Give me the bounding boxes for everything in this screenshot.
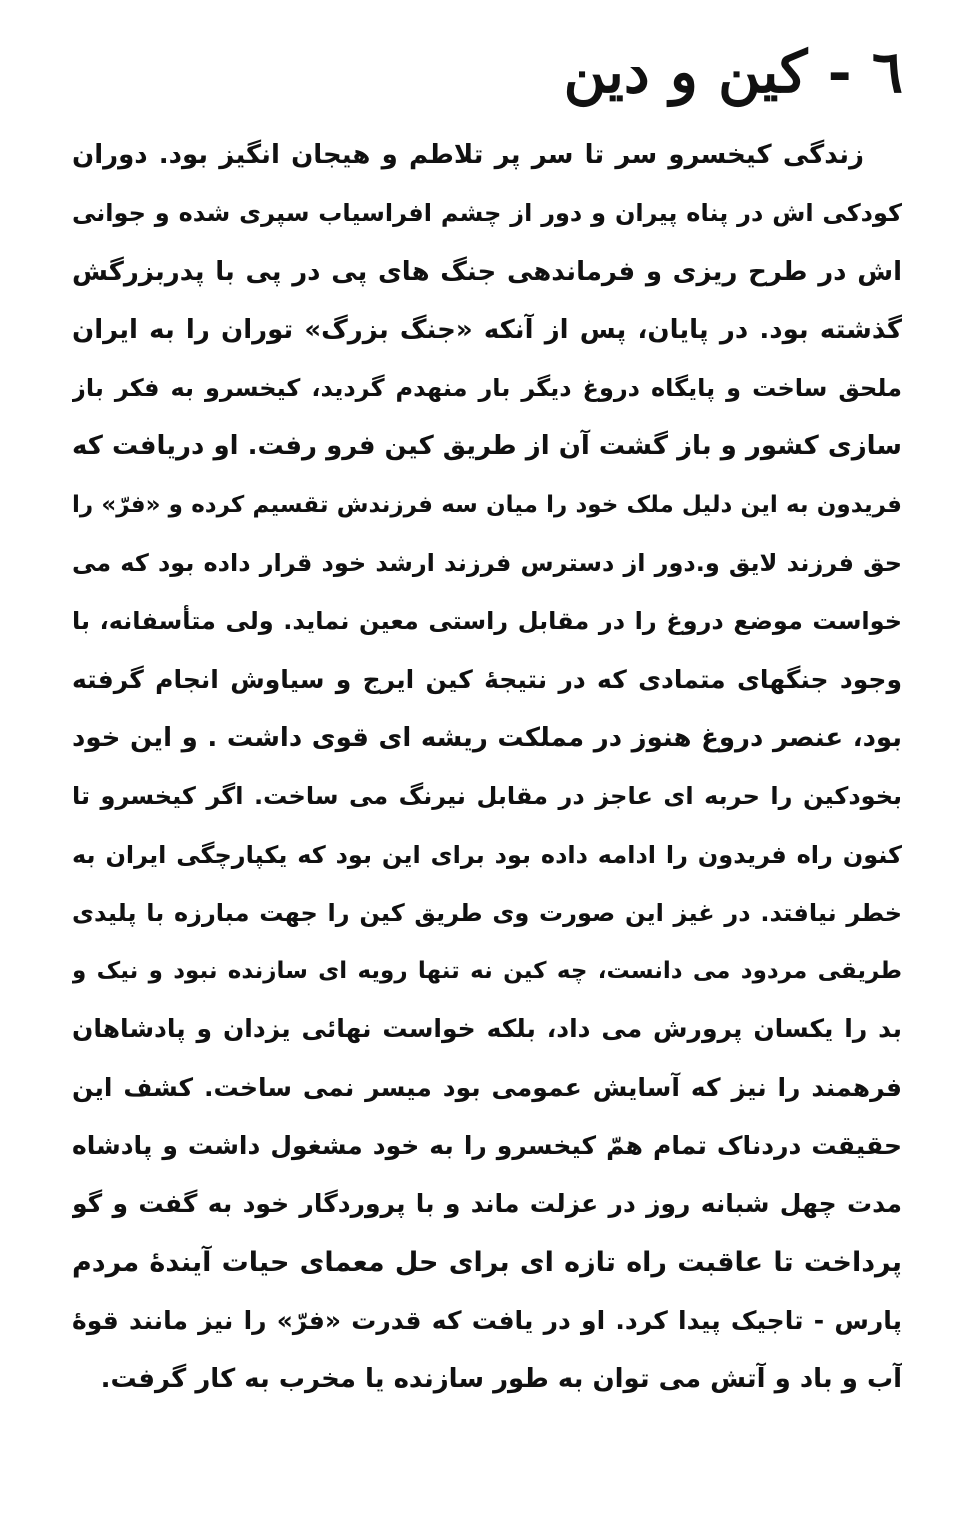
- text-line: گذشته بود. در پایان، پس از آنکه «جنگ بزرگ» توران را به ایران: [72, 314, 902, 345]
- text-line: بد را یکسان پرورش می داد، بلکه خواست نهائی یزدان و پادشاهان: [72, 1014, 902, 1044]
- text-line: سازی کشور و باز گشت آن از طریق کین فرو رفت. او دریافت که: [72, 431, 902, 462]
- text-line: حقیقت دردناک تمام همّ کیخسرو را به خود مشغول داشت و پادشاه: [72, 1131, 902, 1161]
- body-text: [72, 126, 902, 1409]
- text-line: خطر نیافتد. در غیز این صورت وی طریق کین را جهت مبارزه با پلیدی: [72, 898, 902, 927]
- chapter-title: ٦ - کین و دین: [563, 38, 903, 106]
- text-line: وجود جنگهای متمادی که در نتیجهٔ کین ایرج و سیاوش انجام گرفته: [72, 664, 902, 694]
- text-line: ملحق ساخت و پایگاه دروغ دیگر بار منهدم گردید، کیخسرو به فکر باز: [72, 374, 902, 403]
- text-line: فریدون به این دلیل ملک خود را میان سه فرزندش تقسیم کرده و «فرّ» را: [72, 491, 902, 518]
- text-line: پارس - تاجیک پیدا کرد. او در یافت که قدرت «فرّ» را نیز مانند قوهٔ: [72, 1305, 902, 1335]
- text-line: خواست موضع دروغ را در مقابل راستی معین نماید. ولی متأسفانه، با: [72, 607, 902, 636]
- text-line: فرهمند را نیز که آسایش عمومی بود میسر نمی ساخت. کشف این: [72, 1072, 902, 1102]
- text-line: بود، عنصر دروغ هنوز در مملکت ریشه ای قوی داشت . و این خود: [72, 722, 902, 753]
- text-line: کودکی اش در پناه پیران و دور از چشم افراسیاب سپری شده و جوانی: [72, 199, 902, 228]
- text-line: زندگی کیخسرو سر تا سر پر تلاطم و هیجان انگیز بود. دوران: [72, 140, 864, 170]
- text-line: کنون راه فریدون را ادامه داده بود برای این بود که یکپارچگی ایران به: [72, 840, 902, 869]
- text-line: طریقی مردود می دانست، چه کین نه تنها رویه ای سازنده نبود و نیک و: [72, 958, 902, 985]
- text-line: مدت چهل شبانه روز در عزلت ماند و با پروردگار خود به گفت و گو: [72, 1189, 902, 1219]
- text-line: پرداخت تا عاقبت راه تازه ای برای حل معمای حیات آیندهٔ مردم: [72, 1246, 902, 1278]
- text-line: آب و باد و آتش می توان به طور سازنده یا مخرب به کار گرفت.: [100, 1364, 902, 1395]
- text-line: بخودکین را حربه ای عاجز در مقابل نیرنگ می ساخت. اگر کیخسرو تا: [72, 782, 902, 811]
- text-line: اش در طرح ریزی و فرماندهی جنگ های پی در پی با پدربزرگش: [72, 256, 902, 287]
- text-line: حق فرزند لایق و.دور از دسترس فرزند ارشد خود قرار داده بود که می: [72, 549, 902, 578]
